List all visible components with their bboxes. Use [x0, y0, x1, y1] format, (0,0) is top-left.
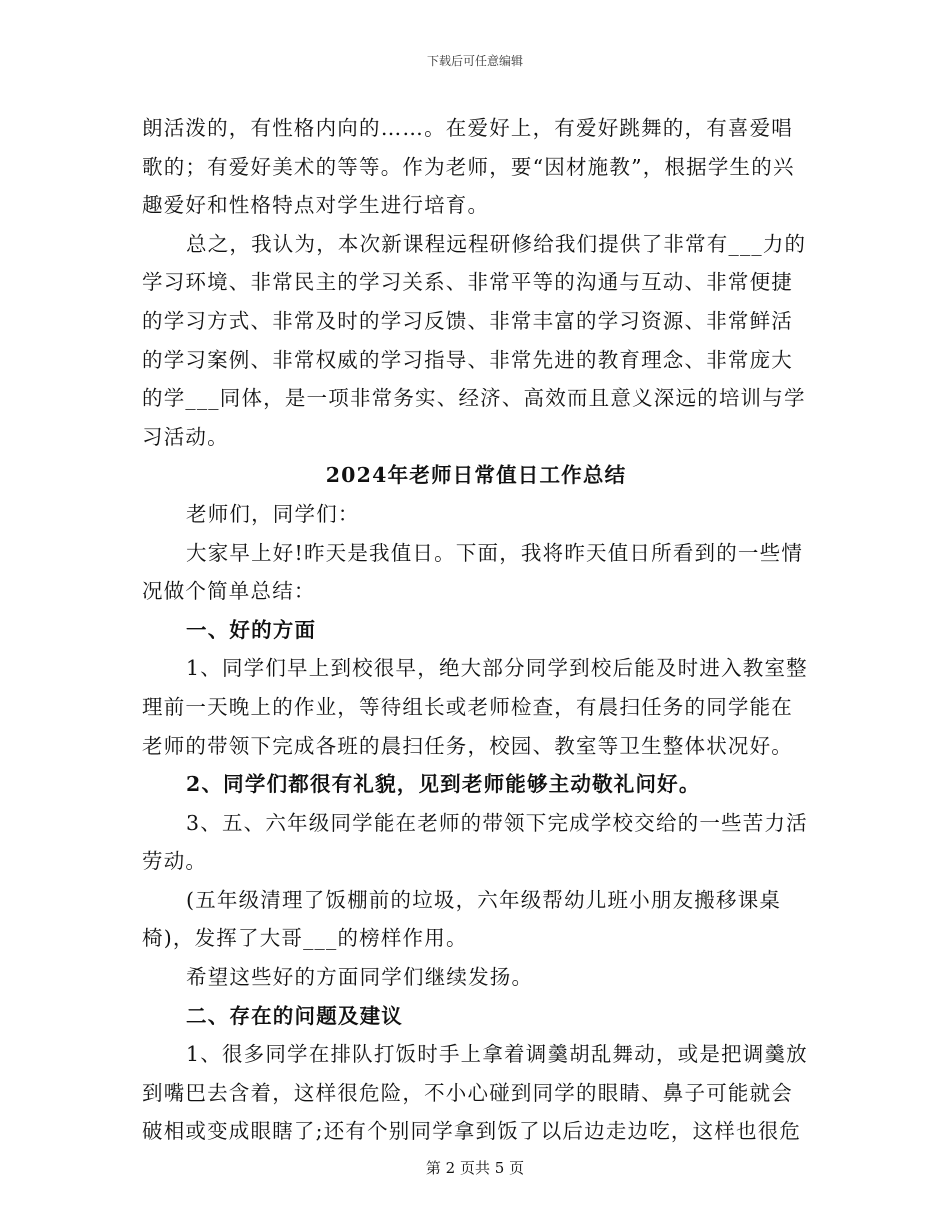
problem-item-1: 1、很多同学在排队打饭时手上拿着调羹胡乱舞动，或是把调羹放到嘴巴去含着，这样很危险，不小心碰到同学的眼睛、鼻子可能就会破相或变成眼瞎了;还有个别同学拿到饭了以后边走边吃，这样也很危	[142, 1042, 808, 1144]
list-item-1: 1、同学们早上到校很早，绝大部分同学到校后能及时进入教室整理前一天晚上的作业，等待组长或老师检查，有晨扫任务的同学能在老师的带领下完成各班的晨扫任务，校园、教室等卫生整体状况好。	[142, 656, 808, 758]
list-item-2: 2、同学们都很有礼貌，见到老师能够主动敬礼问好。	[186, 772, 701, 797]
paragraph-note: (五年级清理了饭棚前的垃圾，六年级帮幼儿班小朋友搬移课桌椅)，发挥了大哥___的榜样作用。	[142, 887, 782, 951]
paragraph-continuation: 朗活泼的，有性格内向的……。在爱好上，有爱好跳舞的，有喜爱唱歌的；有爱好美术的等等。作为老师，要“因材施教”，根据学生的兴趣爱好和性格特点对学生进行培育。	[142, 116, 795, 218]
page-header: 下载后可任意编辑	[426, 54, 523, 68]
heading-good-aspects: 一、好的方面	[186, 617, 317, 642]
page-footer: 第 2 页共 5 页	[425, 1159, 525, 1177]
paragraph-intro: 大家早上好!昨天是我值日。下面，我将昨天值日所看到的一些情况做个简单总结：	[142, 540, 804, 604]
list-item-3: 3、五、六年级同学能在老师的带领下完成学校交给的一些苦力活劳动。	[142, 810, 808, 874]
paragraph-hope: 希望这些好的方面同学们继续发扬。	[186, 965, 534, 990]
paragraph-summary: 总之，我认为，本次新课程远程研修给我们提供了非常有___力的学习环境、非常民主的学习关系、非常平等的沟通与互动、非常便捷的学习方式、非常及时的学习反馈、非常丰富的学习资源、非常鲜活的学习案例、非常权威的学习指导、非常先进的教育理念、非常庞大的学___同体，是一项非常务实、经济、高效而且意义深远的培训与学习活动。	[142, 231, 807, 449]
section-title: 2024年老师日常值日工作总结	[325, 463, 627, 488]
document-body	[142, 109, 810, 1151]
heading-problems: 二、存在的问题及建议	[186, 1003, 403, 1028]
salutation: 老师们，同学们：	[186, 501, 360, 526]
